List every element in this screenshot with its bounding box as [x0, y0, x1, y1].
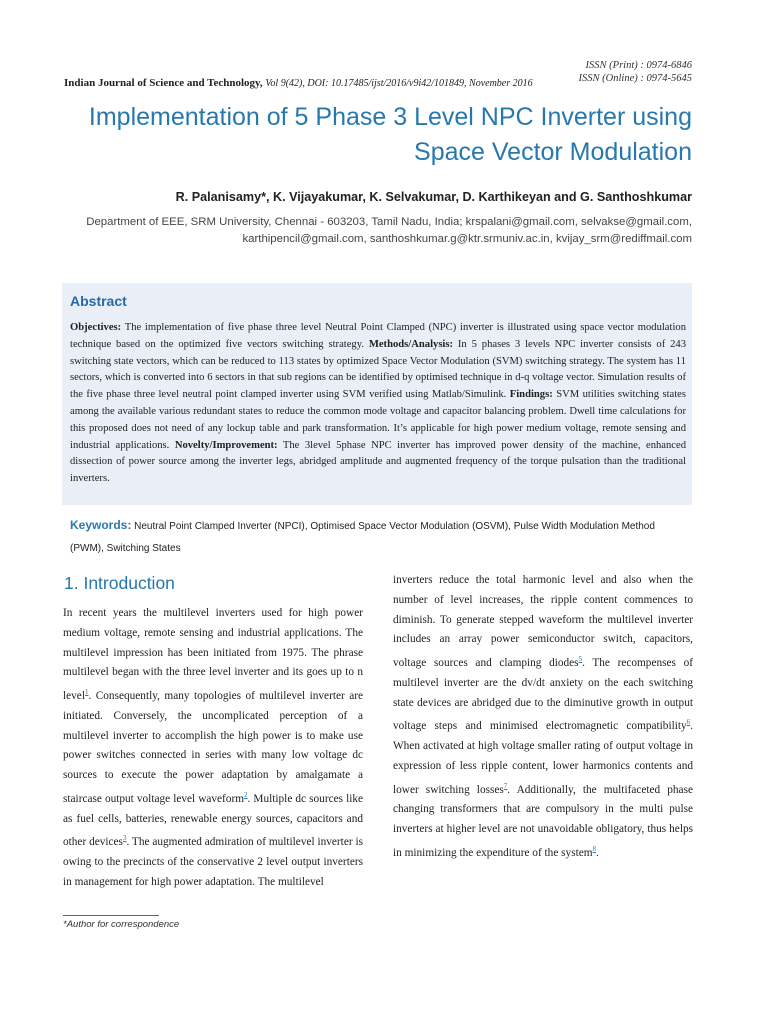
objectives-label: Objectives: [70, 322, 122, 333]
citation-link[interactable]: 6 [686, 718, 691, 727]
keywords-label: Keywords: [70, 518, 132, 532]
intro-text: In recent years the multilevel inverters used for high power medium voltage, remote sensing and industrial applications. The multilevel impression has been initiated from 1975. The phrase multilevel began with the three level inverter and its goes up to n level [63, 607, 363, 702]
findings-text: SVM utilities switching states among the available various redundant states to reduce the common mode voltage and capacitor balancing problem. Dwell time calculations for this proposed does not need of any lockup table and park transformation. It’s applicable for high power medium voltage, remote sensing and industrial applications. [70, 389, 686, 451]
intro-text: . Additionally, the multifaceted phase changing transformers that are compulsory in the multi pulse inverters at higher level are not unavoidable obligatory, thus helps in minimizing the expenditure of the system [393, 783, 693, 859]
citation-link[interactable]: 3 [122, 834, 127, 843]
objectives-text: The implementation of five phase three level Neutral Point Clamped (NPC) inverter is illustrated using space vector modulation technique based on the optimized five vectors switching strategy. [70, 322, 686, 350]
abstract-body [70, 320, 686, 488]
citation-link[interactable]: 1 [84, 688, 89, 697]
abstract-heading: Abstract [70, 293, 127, 309]
methods-label: Methods/Analysis: [368, 338, 454, 350]
findings-label: Findings: [509, 389, 553, 401]
novelty-text: The 3level 5phase NPC inverter has improved power density of the machine, enhanced dissection of power source among the inverter legs, abridged amplitude and augmented frequency of the torque pulsation than the traditional inverters. [70, 439, 686, 485]
affiliation: Department of EEE, SRM University, Chennai - 603203, Tamil Nadu, India; krspalani@gmail.com, selvakse@gmail.com, karthipencil@gmail.com, santhoshkumar.g@ktr.srmuniv.ac.in, kvijay_srm@rediffmail.com [86, 216, 692, 245]
keywords-text: Neutral Point Clamped Inverter (NPCI), Optimised Space Vector Modulation (OSVM), Pulse Width Modulation Method (PWM), Switching States [70, 521, 655, 554]
intro-text: . Consequently, many topologies of multilevel inverter are initiated. Conversely, the uncomplicated perception of a multilevel inverter to accomplish the high power is to make use power switches connected in series with many low voltage dc sources to execute the power adaptation by amalgamate a staircase output voltage level waveform [63, 689, 363, 805]
keywords [70, 514, 690, 560]
intro-text: . The recompenses of multilevel inverter are the dv/dt anxiety on the each switching state devices are abridged due to the diminutive growth in output voltage steps and minimised electromagnetic compatibility [393, 656, 693, 733]
footnote: *Author for correspondence [63, 919, 180, 930]
footnote-divider [63, 915, 159, 916]
novelty-label: Novelty/Improvement: [174, 439, 278, 451]
intro-column-right [393, 571, 693, 863]
journal-name: Indian Journal of Science and Technology, [64, 77, 263, 89]
citation-link[interactable]: 8 [592, 844, 597, 853]
citation-details: Vol 9(42), DOI: 10.17485/ijst/2016/v9i42/101849, November 2016 [265, 78, 533, 89]
issn-online: ISSN (Online) : 0974-5645 [578, 73, 692, 84]
author-list: R. Palanisamy*, K. Vijayakumar, K. Selvakumar, D. Karthikeyan and G. Santhoshkumar [175, 190, 692, 204]
intro-text: . The augmented admiration of multilevel inverter is owing to the precincts of the conservative 2 level output inverters in management for high power adaptation. The multilevel [63, 836, 363, 888]
methods-text: In 5 phases 3 levels NPC inverter consists of 243 switching state vectors, which can be reduced to 113 states by optimized Space Vector Modulation (SVM) switching strategy. The system has 11 sectors, which is converted into 6 sectors in that sub regions can be identified by optimised technique in d-q voltage vector. Simulation results of the five phase three level neutral point clamped inverter using SVM verified using Matlab/Simulink. [70, 338, 686, 401]
intro-text: inverters reduce the total harmonic level and also when the number of level increases, the ripple content commences to diminish. To generate stepped waveform the multilevel inverter includes an array power semiconductor switch, capacitors, voltage sources and clamping diodes [393, 574, 693, 669]
issn-print: ISSN (Print) : 0974-6846 [585, 60, 692, 71]
journal-citation [64, 77, 533, 89]
intro-column-left [63, 604, 363, 892]
section-heading-introduction: 1. Introduction [64, 573, 175, 593]
issn-block [579, 59, 692, 85]
citation-link[interactable]: 7 [503, 781, 508, 790]
intro-text: . Multiple dc sources like as fuel cells, batteries, renewable energy sources, capacitors and other devices [63, 792, 364, 849]
intro-text: . When activated at high voltage smaller rating of output voltage in expression of less ripple content, lower harmonics contents and lower switching losses [393, 720, 693, 796]
citation-link[interactable]: 5 [578, 655, 583, 664]
paper-title: Implementation of 5 Phase 3 Level NPC Inverter using Space Vector Modulation [88, 103, 692, 166]
citation-link[interactable]: 2 [244, 790, 248, 799]
intro-text: . [596, 846, 599, 859]
